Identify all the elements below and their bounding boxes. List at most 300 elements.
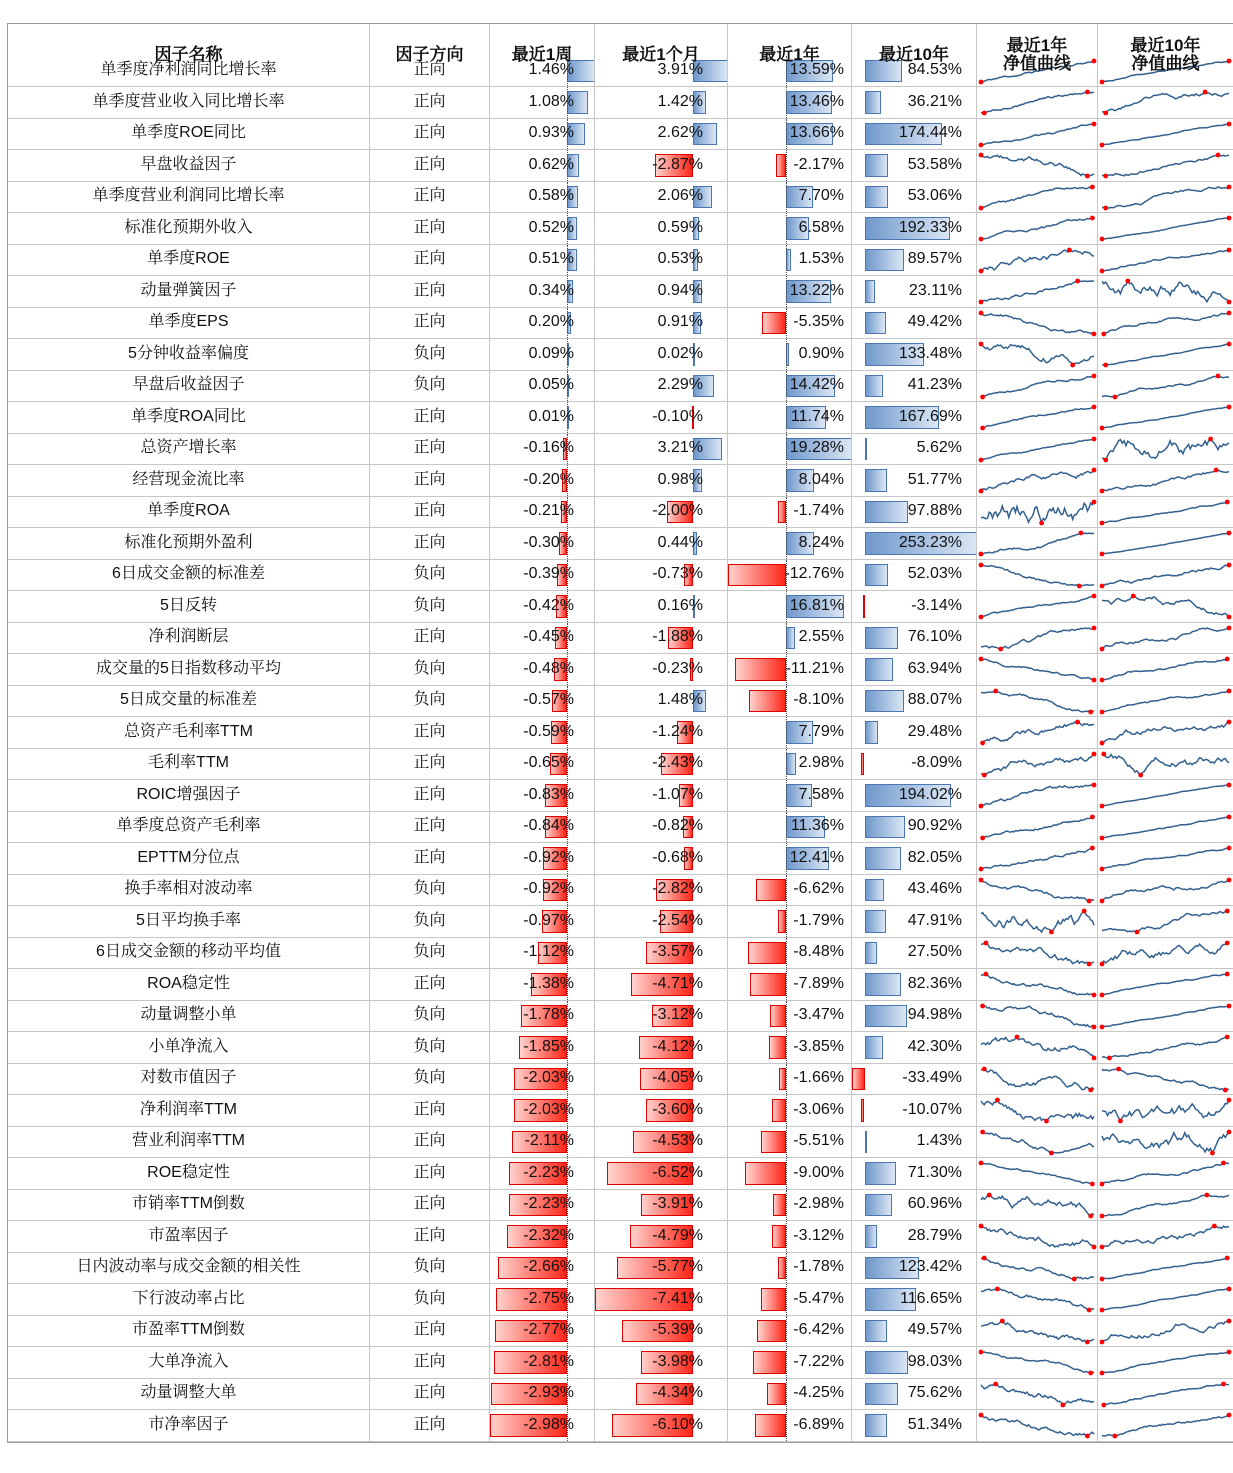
- sparkline-10y-cell[interactable]: [1098, 906, 1233, 938]
- factor-name-cell[interactable]: [8, 1127, 370, 1159]
- value-cell-y10[interactable]: [852, 560, 977, 592]
- value-cell-m1[interactable]: [595, 1221, 728, 1253]
- factor-name-cell[interactable]: [8, 749, 370, 781]
- sparkline-10y-cell[interactable]: [1098, 1032, 1233, 1064]
- value-cell-y1[interactable]: [728, 308, 852, 340]
- value-cell-y10[interactable]: [852, 875, 977, 907]
- value-cell-y1[interactable]: [728, 434, 852, 466]
- sparkline-1y-cell[interactable]: [977, 1095, 1098, 1127]
- value-cell-w1[interactable]: [490, 119, 595, 151]
- value-cell-y1[interactable]: [728, 812, 852, 844]
- value-cell-w1[interactable]: [490, 591, 595, 623]
- factor-direction-cell[interactable]: [370, 875, 490, 907]
- value-cell-y10[interactable]: [852, 1032, 977, 1064]
- value-cell-y10[interactable]: [852, 434, 977, 466]
- value-cell-w1[interactable]: [490, 1001, 595, 1033]
- sparkline-1y-cell[interactable]: [977, 969, 1098, 1001]
- factor-name-cell[interactable]: [8, 1379, 370, 1411]
- value-cell-w1[interactable]: [490, 906, 595, 938]
- value-cell-w1[interactable]: [490, 1064, 595, 1096]
- factor-direction-cell[interactable]: [370, 56, 490, 88]
- value-cell-m1[interactable]: [595, 150, 728, 182]
- sparkline-10y-cell[interactable]: [1098, 749, 1233, 781]
- factor-direction-cell[interactable]: [370, 591, 490, 623]
- factor-name-cell[interactable]: [8, 402, 370, 434]
- sparkline-1y-cell[interactable]: [977, 119, 1098, 151]
- value-cell-y1[interactable]: [728, 591, 852, 623]
- value-cell-y1[interactable]: [728, 749, 852, 781]
- value-cell-y10[interactable]: [852, 1410, 977, 1442]
- value-cell-w1[interactable]: [490, 1347, 595, 1379]
- sparkline-10y-cell[interactable]: [1098, 654, 1233, 686]
- factor-name-cell[interactable]: [8, 434, 370, 466]
- value-cell-y1[interactable]: [728, 528, 852, 560]
- factor-direction-cell[interactable]: [370, 1158, 490, 1190]
- value-cell-y1[interactable]: [728, 1347, 852, 1379]
- sparkline-10y-cell[interactable]: [1098, 938, 1233, 970]
- factor-direction-cell[interactable]: [370, 308, 490, 340]
- value-cell-m1[interactable]: [595, 623, 728, 655]
- value-cell-y10[interactable]: [852, 1284, 977, 1316]
- factor-direction-cell[interactable]: [370, 465, 490, 497]
- value-cell-w1[interactable]: [490, 339, 595, 371]
- value-cell-y1[interactable]: [728, 1001, 852, 1033]
- value-cell-y1[interactable]: [728, 150, 852, 182]
- sparkline-1y-cell[interactable]: [977, 497, 1098, 529]
- value-cell-m1[interactable]: [595, 591, 728, 623]
- factor-name-cell[interactable]: [8, 654, 370, 686]
- value-cell-y10[interactable]: [852, 182, 977, 214]
- factor-name-cell[interactable]: [8, 686, 370, 718]
- value-cell-y10[interactable]: [852, 654, 977, 686]
- value-cell-w1[interactable]: [490, 1316, 595, 1348]
- sparkline-1y-cell[interactable]: [977, 591, 1098, 623]
- value-cell-w1[interactable]: [490, 875, 595, 907]
- sparkline-1y-cell[interactable]: [977, 780, 1098, 812]
- factor-direction-cell[interactable]: [370, 339, 490, 371]
- sparkline-1y-cell[interactable]: [977, 875, 1098, 907]
- value-cell-y1[interactable]: [728, 119, 852, 151]
- value-cell-m1[interactable]: [595, 654, 728, 686]
- value-cell-w1[interactable]: [490, 1190, 595, 1222]
- value-cell-w1[interactable]: [490, 780, 595, 812]
- factor-name-cell[interactable]: [8, 56, 370, 88]
- factor-direction-cell[interactable]: [370, 906, 490, 938]
- value-cell-y1[interactable]: [728, 87, 852, 119]
- value-cell-w1[interactable]: [490, 497, 595, 529]
- factor-direction-cell[interactable]: [370, 497, 490, 529]
- value-cell-y1[interactable]: [728, 1316, 852, 1348]
- sparkline-1y-cell[interactable]: [977, 686, 1098, 718]
- factor-name-cell[interactable]: [8, 87, 370, 119]
- value-cell-m1[interactable]: [595, 780, 728, 812]
- value-cell-m1[interactable]: [595, 245, 728, 277]
- sparkline-1y-cell[interactable]: [977, 339, 1098, 371]
- sparkline-1y-cell[interactable]: [977, 560, 1098, 592]
- value-cell-y1[interactable]: [728, 1190, 852, 1222]
- sparkline-1y-cell[interactable]: [977, 465, 1098, 497]
- value-cell-y1[interactable]: [728, 969, 852, 1001]
- value-cell-y1[interactable]: [728, 1253, 852, 1285]
- sparkline-1y-cell[interactable]: [977, 528, 1098, 560]
- sparkline-10y-cell[interactable]: [1098, 434, 1233, 466]
- factor-direction-cell[interactable]: [370, 1284, 490, 1316]
- sparkline-1y-cell[interactable]: [977, 1158, 1098, 1190]
- value-cell-y10[interactable]: [852, 150, 977, 182]
- factor-name-cell[interactable]: [8, 969, 370, 1001]
- factor-name-cell[interactable]: [8, 1001, 370, 1033]
- factor-direction-cell[interactable]: [370, 1379, 490, 1411]
- factor-name-cell[interactable]: [8, 623, 370, 655]
- factor-name-cell[interactable]: [8, 812, 370, 844]
- value-cell-m1[interactable]: [595, 87, 728, 119]
- value-cell-w1[interactable]: [490, 1410, 595, 1442]
- factor-direction-cell[interactable]: [370, 276, 490, 308]
- value-cell-y1[interactable]: [728, 938, 852, 970]
- sparkline-10y-cell[interactable]: [1098, 1347, 1233, 1379]
- sparkline-1y-cell[interactable]: [977, 276, 1098, 308]
- value-cell-m1[interactable]: [595, 560, 728, 592]
- sparkline-10y-cell[interactable]: [1098, 87, 1233, 119]
- value-cell-y1[interactable]: [728, 1064, 852, 1096]
- value-cell-y10[interactable]: [852, 465, 977, 497]
- value-cell-m1[interactable]: [595, 434, 728, 466]
- sparkline-10y-cell[interactable]: [1098, 717, 1233, 749]
- sparkline-10y-cell[interactable]: [1098, 591, 1233, 623]
- factor-direction-cell[interactable]: [370, 623, 490, 655]
- value-cell-y10[interactable]: [852, 308, 977, 340]
- value-cell-y10[interactable]: [852, 843, 977, 875]
- value-cell-y10[interactable]: [852, 780, 977, 812]
- value-cell-m1[interactable]: [595, 371, 728, 403]
- sparkline-10y-cell[interactable]: [1098, 1001, 1233, 1033]
- value-cell-y1[interactable]: [728, 371, 852, 403]
- sparkline-10y-cell[interactable]: [1098, 1379, 1233, 1411]
- value-cell-y10[interactable]: [852, 591, 977, 623]
- value-cell-m1[interactable]: [595, 749, 728, 781]
- value-cell-w1[interactable]: [490, 969, 595, 1001]
- factor-name-cell[interactable]: [8, 497, 370, 529]
- factor-name-cell[interactable]: [8, 591, 370, 623]
- sparkline-1y-cell[interactable]: [977, 1001, 1098, 1033]
- value-cell-w1[interactable]: [490, 686, 595, 718]
- sparkline-10y-cell[interactable]: [1098, 1064, 1233, 1096]
- value-cell-y10[interactable]: [852, 717, 977, 749]
- sparkline-1y-cell[interactable]: [977, 1410, 1098, 1442]
- value-cell-w1[interactable]: [490, 1284, 595, 1316]
- value-cell-y10[interactable]: [852, 1095, 977, 1127]
- factor-name-cell[interactable]: [8, 1316, 370, 1348]
- sparkline-1y-cell[interactable]: [977, 245, 1098, 277]
- factor-name-cell[interactable]: [8, 906, 370, 938]
- factor-direction-cell[interactable]: [370, 1001, 490, 1033]
- value-cell-y1[interactable]: [728, 906, 852, 938]
- sparkline-1y-cell[interactable]: [977, 1190, 1098, 1222]
- factor-name-cell[interactable]: [8, 1190, 370, 1222]
- factor-name-cell[interactable]: [8, 1095, 370, 1127]
- sparkline-1y-cell[interactable]: [977, 1064, 1098, 1096]
- value-cell-m1[interactable]: [595, 843, 728, 875]
- value-cell-w1[interactable]: [490, 1379, 595, 1411]
- factor-direction-cell[interactable]: [370, 654, 490, 686]
- factor-name-cell[interactable]: [8, 1410, 370, 1442]
- value-cell-y10[interactable]: [852, 1316, 977, 1348]
- value-cell-w1[interactable]: [490, 843, 595, 875]
- sparkline-10y-cell[interactable]: [1098, 1410, 1233, 1442]
- value-cell-m1[interactable]: [595, 497, 728, 529]
- value-cell-m1[interactable]: [595, 1001, 728, 1033]
- value-cell-y1[interactable]: [728, 1221, 852, 1253]
- factor-direction-cell[interactable]: [370, 686, 490, 718]
- value-cell-w1[interactable]: [490, 749, 595, 781]
- sparkline-10y-cell[interactable]: [1098, 1095, 1233, 1127]
- sparkline-1y-cell[interactable]: [977, 843, 1098, 875]
- value-cell-w1[interactable]: [490, 245, 595, 277]
- factor-direction-cell[interactable]: [370, 528, 490, 560]
- sparkline-10y-cell[interactable]: [1098, 371, 1233, 403]
- factor-direction-cell[interactable]: [370, 1095, 490, 1127]
- sparkline-1y-cell[interactable]: [977, 1284, 1098, 1316]
- value-cell-y10[interactable]: [852, 1127, 977, 1159]
- value-cell-y1[interactable]: [728, 1095, 852, 1127]
- value-cell-w1[interactable]: [490, 623, 595, 655]
- sparkline-1y-cell[interactable]: [977, 654, 1098, 686]
- value-cell-y1[interactable]: [728, 465, 852, 497]
- sparkline-10y-cell[interactable]: [1098, 213, 1233, 245]
- value-cell-w1[interactable]: [490, 182, 595, 214]
- factor-direction-cell[interactable]: [370, 119, 490, 151]
- factor-name-cell[interactable]: [8, 465, 370, 497]
- factor-direction-cell[interactable]: [370, 969, 490, 1001]
- factor-direction-cell[interactable]: [370, 1064, 490, 1096]
- value-cell-w1[interactable]: [490, 213, 595, 245]
- value-cell-w1[interactable]: [490, 528, 595, 560]
- value-cell-y10[interactable]: [852, 623, 977, 655]
- sparkline-1y-cell[interactable]: [977, 402, 1098, 434]
- value-cell-m1[interactable]: [595, 402, 728, 434]
- value-cell-m1[interactable]: [595, 1190, 728, 1222]
- factor-direction-cell[interactable]: [370, 182, 490, 214]
- value-cell-y1[interactable]: [728, 1158, 852, 1190]
- factor-name-cell[interactable]: [8, 875, 370, 907]
- sparkline-1y-cell[interactable]: [977, 1032, 1098, 1064]
- value-cell-w1[interactable]: [490, 402, 595, 434]
- sparkline-10y-cell[interactable]: [1098, 1190, 1233, 1222]
- factor-direction-cell[interactable]: [370, 1221, 490, 1253]
- factor-name-cell[interactable]: [8, 182, 370, 214]
- value-cell-y10[interactable]: [852, 213, 977, 245]
- sparkline-10y-cell[interactable]: [1098, 686, 1233, 718]
- factor-name-cell[interactable]: [8, 308, 370, 340]
- value-cell-m1[interactable]: [595, 1347, 728, 1379]
- value-cell-m1[interactable]: [595, 1379, 728, 1411]
- factor-direction-cell[interactable]: [370, 213, 490, 245]
- value-cell-w1[interactable]: [490, 308, 595, 340]
- sparkline-1y-cell[interactable]: [977, 1316, 1098, 1348]
- value-cell-y10[interactable]: [852, 1064, 977, 1096]
- value-cell-m1[interactable]: [595, 213, 728, 245]
- value-cell-y1[interactable]: [728, 497, 852, 529]
- value-cell-y10[interactable]: [852, 1379, 977, 1411]
- value-cell-y10[interactable]: [852, 245, 977, 277]
- value-cell-y1[interactable]: [728, 245, 852, 277]
- sparkline-1y-cell[interactable]: [977, 1347, 1098, 1379]
- value-cell-m1[interactable]: [595, 276, 728, 308]
- value-cell-y10[interactable]: [852, 402, 977, 434]
- factor-name-cell[interactable]: [8, 371, 370, 403]
- factor-name-cell[interactable]: [8, 213, 370, 245]
- value-cell-y1[interactable]: [728, 717, 852, 749]
- value-cell-m1[interactable]: [595, 465, 728, 497]
- sparkline-1y-cell[interactable]: [977, 150, 1098, 182]
- factor-direction-cell[interactable]: [370, 812, 490, 844]
- sparkline-1y-cell[interactable]: [977, 213, 1098, 245]
- sparkline-10y-cell[interactable]: [1098, 780, 1233, 812]
- value-cell-y1[interactable]: [728, 339, 852, 371]
- sparkline-10y-cell[interactable]: [1098, 1158, 1233, 1190]
- factor-name-cell[interactable]: [8, 1221, 370, 1253]
- value-cell-y1[interactable]: [728, 213, 852, 245]
- sparkline-10y-cell[interactable]: [1098, 1253, 1233, 1285]
- sparkline-10y-cell[interactable]: [1098, 812, 1233, 844]
- value-cell-y1[interactable]: [728, 1127, 852, 1159]
- sparkline-10y-cell[interactable]: [1098, 528, 1233, 560]
- sparkline-10y-cell[interactable]: [1098, 339, 1233, 371]
- value-cell-w1[interactable]: [490, 276, 595, 308]
- sparkline-10y-cell[interactable]: [1098, 150, 1233, 182]
- sparkline-1y-cell[interactable]: [977, 1221, 1098, 1253]
- value-cell-m1[interactable]: [595, 1158, 728, 1190]
- factor-direction-cell[interactable]: [370, 749, 490, 781]
- sparkline-10y-cell[interactable]: [1098, 1221, 1233, 1253]
- sparkline-10y-cell[interactable]: [1098, 276, 1233, 308]
- value-cell-m1[interactable]: [595, 339, 728, 371]
- sparkline-1y-cell[interactable]: [977, 87, 1098, 119]
- factor-direction-cell[interactable]: [370, 1347, 490, 1379]
- value-cell-m1[interactable]: [595, 686, 728, 718]
- value-cell-y1[interactable]: [728, 654, 852, 686]
- value-cell-m1[interactable]: [595, 119, 728, 151]
- factor-direction-cell[interactable]: [370, 780, 490, 812]
- factor-direction-cell[interactable]: [370, 717, 490, 749]
- value-cell-w1[interactable]: [490, 87, 595, 119]
- factor-name-cell[interactable]: [8, 119, 370, 151]
- value-cell-w1[interactable]: [490, 717, 595, 749]
- factor-name-cell[interactable]: [8, 717, 370, 749]
- value-cell-m1[interactable]: [595, 528, 728, 560]
- value-cell-m1[interactable]: [595, 182, 728, 214]
- value-cell-y1[interactable]: [728, 560, 852, 592]
- value-cell-y10[interactable]: [852, 938, 977, 970]
- value-cell-w1[interactable]: [490, 1221, 595, 1253]
- value-cell-y1[interactable]: [728, 875, 852, 907]
- factor-direction-cell[interactable]: [370, 1316, 490, 1348]
- value-cell-m1[interactable]: [595, 1410, 728, 1442]
- sparkline-10y-cell[interactable]: [1098, 308, 1233, 340]
- value-cell-w1[interactable]: [490, 812, 595, 844]
- value-cell-y10[interactable]: [852, 1221, 977, 1253]
- value-cell-y10[interactable]: [852, 749, 977, 781]
- value-cell-y1[interactable]: [728, 1032, 852, 1064]
- value-cell-y1[interactable]: [728, 182, 852, 214]
- factor-direction-cell[interactable]: [370, 1253, 490, 1285]
- factor-name-cell[interactable]: [8, 150, 370, 182]
- value-cell-y10[interactable]: [852, 497, 977, 529]
- factor-name-cell[interactable]: [8, 528, 370, 560]
- value-cell-m1[interactable]: [595, 1064, 728, 1096]
- value-cell-w1[interactable]: [490, 465, 595, 497]
- factor-direction-cell[interactable]: [370, 402, 490, 434]
- value-cell-m1[interactable]: [595, 875, 728, 907]
- sparkline-10y-cell[interactable]: [1098, 560, 1233, 592]
- factor-direction-cell[interactable]: [370, 150, 490, 182]
- value-cell-m1[interactable]: [595, 1127, 728, 1159]
- sparkline-1y-cell[interactable]: [977, 434, 1098, 466]
- sparkline-10y-cell[interactable]: [1098, 1316, 1233, 1348]
- factor-name-cell[interactable]: [8, 560, 370, 592]
- value-cell-y10[interactable]: [852, 686, 977, 718]
- value-cell-y10[interactable]: [852, 1253, 977, 1285]
- value-cell-w1[interactable]: [490, 1095, 595, 1127]
- sparkline-10y-cell[interactable]: [1098, 245, 1233, 277]
- value-cell-w1[interactable]: [490, 938, 595, 970]
- value-cell-m1[interactable]: [595, 1032, 728, 1064]
- value-cell-y10[interactable]: [852, 528, 977, 560]
- value-cell-y10[interactable]: [852, 371, 977, 403]
- value-cell-y1[interactable]: [728, 1379, 852, 1411]
- value-cell-m1[interactable]: [595, 906, 728, 938]
- factor-name-cell[interactable]: [8, 245, 370, 277]
- value-cell-w1[interactable]: [490, 560, 595, 592]
- value-cell-y10[interactable]: [852, 906, 977, 938]
- factor-direction-cell[interactable]: [370, 371, 490, 403]
- sparkline-1y-cell[interactable]: [977, 749, 1098, 781]
- value-cell-w1[interactable]: [490, 434, 595, 466]
- value-cell-y10[interactable]: [852, 87, 977, 119]
- sparkline-1y-cell[interactable]: [977, 812, 1098, 844]
- factor-name-cell[interactable]: [8, 339, 370, 371]
- sparkline-10y-cell[interactable]: [1098, 969, 1233, 1001]
- value-cell-y10[interactable]: [852, 119, 977, 151]
- factor-name-cell[interactable]: [8, 1064, 370, 1096]
- value-cell-y1[interactable]: [728, 402, 852, 434]
- value-cell-y10[interactable]: [852, 1347, 977, 1379]
- value-cell-y1[interactable]: [728, 1284, 852, 1316]
- sparkline-10y-cell[interactable]: [1098, 182, 1233, 214]
- value-cell-w1[interactable]: [490, 1032, 595, 1064]
- sparkline-1y-cell[interactable]: [977, 1253, 1098, 1285]
- sparkline-10y-cell[interactable]: [1098, 465, 1233, 497]
- sparkline-1y-cell[interactable]: [977, 623, 1098, 655]
- factor-direction-cell[interactable]: [370, 87, 490, 119]
- factor-name-cell[interactable]: [8, 843, 370, 875]
- sparkline-10y-cell[interactable]: [1098, 1127, 1233, 1159]
- value-cell-w1[interactable]: [490, 371, 595, 403]
- sparkline-1y-cell[interactable]: [977, 371, 1098, 403]
- value-cell-w1[interactable]: [490, 150, 595, 182]
- value-cell-m1[interactable]: [595, 1316, 728, 1348]
- sparkline-1y-cell[interactable]: [977, 906, 1098, 938]
- value-cell-m1[interactable]: [595, 969, 728, 1001]
- value-cell-m1[interactable]: [595, 938, 728, 970]
- value-cell-m1[interactable]: [595, 1284, 728, 1316]
- factor-direction-cell[interactable]: [370, 245, 490, 277]
- value-cell-y10[interactable]: [852, 339, 977, 371]
- factor-direction-cell[interactable]: [370, 1190, 490, 1222]
- value-cell-m1[interactable]: [595, 717, 728, 749]
- factor-name-cell[interactable]: [8, 938, 370, 970]
- sparkline-1y-cell[interactable]: [977, 1379, 1098, 1411]
